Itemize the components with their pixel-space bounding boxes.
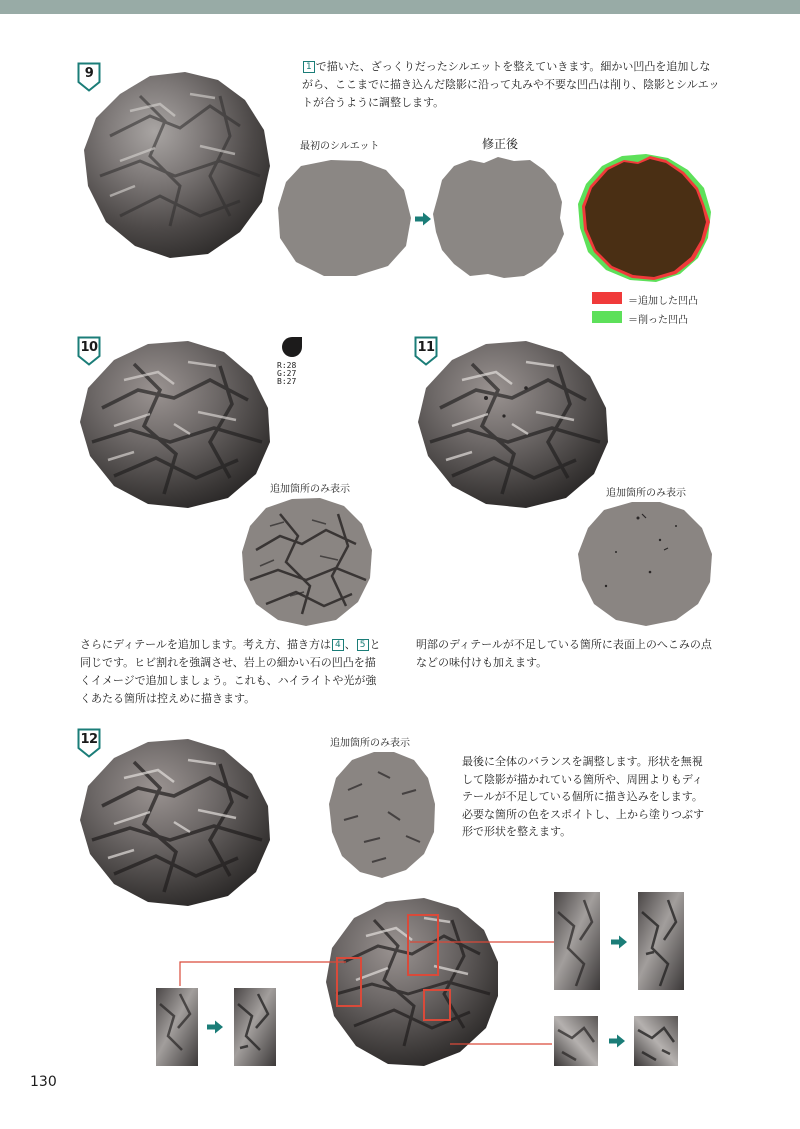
silhouette-diff — [576, 152, 712, 284]
right-arrow-icon — [414, 212, 432, 226]
rock-render-step11 — [416, 338, 612, 508]
step-11-number: 11 — [417, 340, 435, 355]
caption-step11-additions: 追加箇所のみ表示 — [606, 488, 686, 499]
silhouette-after — [432, 156, 564, 280]
step-9-number: 9 — [84, 66, 94, 81]
step-10-number: 10 — [80, 340, 98, 355]
top-bar — [0, 0, 800, 14]
legend-added-label: ＝追加した凹凸 — [628, 296, 698, 307]
right-arrow-icon — [206, 1020, 224, 1034]
legend-added-swatch — [592, 292, 622, 304]
right-arrow-icon — [608, 1034, 626, 1048]
caption-first-silhouette: 最初のシルエット — [300, 141, 380, 152]
caption-after-correction: 修正後 — [481, 137, 518, 151]
step-12-number: 12 — [80, 732, 98, 747]
legend-removed-swatch — [592, 311, 622, 323]
step-9-description: 1 で描いた、ざっくりだったシルエットを整えていきます。細かい凹凸を追加しな がら、ここまでに描き込んだ陰影に沿って丸みや不要な凹凸は削り、陰影とシルエッ トが合うように調整します。 — [302, 60, 720, 109]
swatch-rgb-values: R:28 G:27 B:27 — [277, 361, 297, 386]
highlight-frame-bottom — [424, 990, 450, 1020]
ref-step-4: 4 — [332, 639, 344, 651]
caption-step12-additions: 追加箇所のみ表示 — [330, 738, 410, 749]
crop-top-after — [638, 892, 684, 990]
legend-removed-label: ＝削った凹凸 — [628, 315, 688, 326]
detail-overlay-step12 — [328, 750, 436, 878]
highlight-frame-top — [408, 915, 438, 975]
step-12-description: 最後に全体のバランスを調整します。形状を無視 して陰影が描かれている箇所や、周囲よりもディ テールが不足している個所に描き込みをします。 必要な箇所の色をスポイトし、上から塗りつぶす 形で形状を整えます。 — [462, 755, 704, 838]
highlight-frame-left — [337, 958, 361, 1006]
right-arrow-icon — [610, 935, 628, 949]
rock-render-step10 — [78, 338, 274, 508]
step-10-description: さらにディテールを追加します。考え方、描き方は 4 、 5 と 同じです。ヒビ割れを強調させ、岩上の細かい石の凹凸を描 くイメージで追加しましょう。これも、ハイライトや光が強 くあたる箇所は控えめに描きます。 — [80, 638, 381, 705]
crop-bottom-before — [554, 1016, 598, 1066]
caption-step10-additions: 追加箇所のみ表示 — [270, 484, 350, 495]
callout-lines — [150, 890, 560, 1060]
silhouette-before — [276, 158, 412, 278]
crop-bottom-after — [634, 1016, 678, 1066]
color-swatch-drop-icon — [281, 336, 303, 360]
crop-top-before — [554, 892, 600, 990]
rock-render-step12 — [78, 736, 274, 906]
crop-left-before — [156, 988, 198, 1066]
crop-left-after — [234, 988, 276, 1066]
ref-step-5: 5 — [357, 639, 369, 651]
step-11-description: 明部のディテールが不足している箇所に表面上のへこみの点 などの味付けも加えます。 — [416, 638, 712, 669]
rock-render-step9 — [80, 66, 274, 262]
detail-overlay-step10 — [240, 496, 374, 626]
detail-overlay-step11 — [576, 500, 714, 626]
page-number: 130 — [30, 1074, 57, 1090]
ref-step-1: 1 — [303, 61, 315, 73]
